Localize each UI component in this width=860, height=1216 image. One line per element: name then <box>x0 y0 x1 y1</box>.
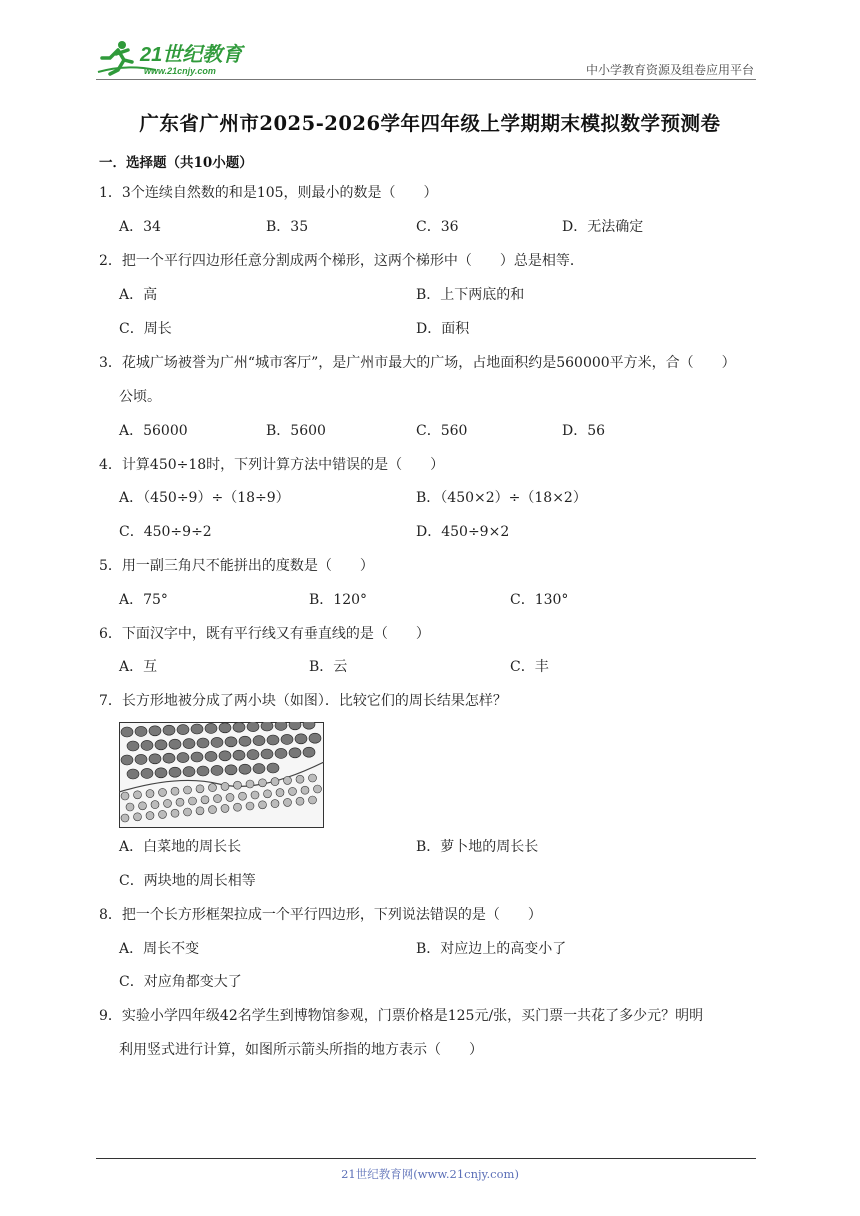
question-stem-continued: 公顷。 <box>119 389 161 405</box>
radish-plant <box>209 806 217 814</box>
question-stem: 1．3个连续自然数的和是105，则最小的数是（ ） <box>99 185 438 201</box>
radish-plant <box>309 796 317 804</box>
page-title: 广东省广州市2025-2026学年四年级上学期期末模拟数学预测卷 <box>139 112 721 135</box>
cabbage-plant <box>135 754 147 764</box>
radish-plant <box>176 798 184 806</box>
option-c: C．丰 <box>510 659 549 675</box>
radish-plant <box>246 780 254 788</box>
radish-plant <box>121 792 129 800</box>
option-c: C．两块地的周长相等 <box>119 873 256 889</box>
radish-plant <box>184 786 192 794</box>
option-b: B．萝卜地的周长长 <box>416 839 539 855</box>
cabbage-plant <box>205 751 217 761</box>
radish-plant <box>159 810 167 818</box>
option-a: A．75° <box>119 592 168 608</box>
cabbage-plant <box>253 736 265 746</box>
question-stem: 2．把一个平行四边形任意分割成两个梯形，这两个梯形中（ ）总是相等． <box>99 253 584 269</box>
option-c: C．450÷9÷2 <box>119 524 212 540</box>
radish-plant <box>314 785 322 793</box>
radish-plant <box>309 774 317 782</box>
cabbage-plant <box>309 733 321 743</box>
cabbage-plant <box>253 764 265 774</box>
cabbage-plant <box>197 766 209 776</box>
cabbage-plant <box>247 750 259 760</box>
radish-plant <box>134 791 142 799</box>
cabbage-plant <box>275 722 287 730</box>
header-divider <box>96 79 756 80</box>
option-b: B．35 <box>266 219 309 235</box>
cabbage-plant <box>197 738 209 748</box>
cabbage-plant <box>211 737 223 747</box>
cabbage-plant <box>149 754 161 764</box>
cabbage-plant <box>169 739 181 749</box>
cabbage-plant <box>219 723 231 733</box>
section-heading: 一．选择题（共10小题） <box>99 155 253 171</box>
radish-plant <box>296 797 304 805</box>
radish-plant <box>271 778 279 786</box>
cabbage-plant <box>127 741 139 751</box>
option-c: C．560 <box>416 423 468 439</box>
cabbage-plant <box>239 736 251 746</box>
radish-plant <box>209 784 217 792</box>
radish-plant <box>171 809 179 817</box>
radish-plant <box>126 803 134 811</box>
cabbage-plant <box>169 767 181 777</box>
option-a: A．34 <box>119 219 161 235</box>
cabbage-plant <box>205 723 217 733</box>
option-a: A．高 <box>119 287 158 303</box>
question-stem: 6．下面汉字中，既有平行线又有垂直线的是（ ） <box>99 626 430 642</box>
page-header <box>96 30 756 80</box>
option-c: C．130° <box>510 592 569 608</box>
radish-plant <box>271 800 279 808</box>
radish-plant <box>221 804 229 812</box>
radish-plant <box>214 795 222 803</box>
question-stem: 7．长方形地被分成了两小块（如图）．比较它们的周长结果怎样？ <box>99 693 507 709</box>
cabbage-plant <box>141 740 153 750</box>
cabbage-plant <box>121 727 133 737</box>
option-b: B．120° <box>309 592 368 608</box>
option-c: C．对应角都变大了 <box>119 974 242 990</box>
cabbage-plant <box>127 769 139 779</box>
option-c: C．36 <box>416 219 459 235</box>
option-b: B．对应边上的高变小了 <box>416 941 567 957</box>
question-stem: 8．把一个长方形框架拉成一个平行四边形，下列说法错误的是（ ） <box>99 907 542 923</box>
cabbage-plant <box>183 767 195 777</box>
option-a: A．互 <box>119 659 158 675</box>
cabbage-plant <box>225 765 237 775</box>
radish-plant <box>139 802 147 810</box>
radish-plant <box>234 803 242 811</box>
question-stem: 3．花城广场被誉为广州“城市客厅”，是广州市最大的广场，占地面积约是560000平方米，合（ ） <box>99 355 736 371</box>
radish-plant <box>196 807 204 815</box>
radish-plant <box>284 798 292 806</box>
option-b: B．云 <box>309 659 348 675</box>
cabbage-plant <box>191 752 203 762</box>
question-stem-continued: 利用竖式进行计算，如图所示箭头所指的地方表示（ ） <box>119 1042 483 1058</box>
radish-plant <box>189 797 197 805</box>
radish-plant <box>246 802 254 810</box>
footer-text: 21世纪教育网(www.21cnjy.com) <box>341 1167 519 1181</box>
option-d: D．无法确定 <box>562 219 644 235</box>
logo-url: www.21cnjy.com <box>144 66 216 76</box>
option-a: A．（450÷9）÷（18÷9） <box>119 490 290 506</box>
cabbage-plant <box>275 748 287 758</box>
question-stem: 4．计算450÷18时，下列计算方法中错误的是（ ） <box>99 457 445 473</box>
option-c: C．周长 <box>119 321 172 337</box>
cabbage-plant <box>261 749 273 759</box>
cabbage-plant <box>233 722 245 732</box>
cabbage-plant <box>121 755 133 765</box>
cabbage-plant <box>155 768 167 778</box>
vegetable-field-image <box>119 722 324 828</box>
cabbage-plant <box>261 722 273 731</box>
header-platform-text: 中小学教育资源及组卷应用平台 <box>585 63 754 77</box>
cabbage-plant <box>183 739 195 749</box>
radish-plant <box>151 801 159 809</box>
radish-plant <box>296 775 304 783</box>
radish-plant <box>201 796 209 804</box>
cabbage-plant <box>303 722 315 729</box>
radish-plant <box>196 785 204 793</box>
logo-text: 21世纪教育 <box>140 44 243 66</box>
cabbage-plant <box>233 750 245 760</box>
cabbage-plant <box>295 734 307 744</box>
cabbage-plant <box>219 751 231 761</box>
logo <box>96 36 266 78</box>
cabbage-plant <box>135 726 147 736</box>
radish-plant <box>221 782 229 790</box>
option-a: A．56000 <box>119 423 188 439</box>
radish-plant <box>184 808 192 816</box>
radish-plant <box>264 790 272 798</box>
cabbage-plant <box>239 764 251 774</box>
cabbage-plant <box>211 765 223 775</box>
radish-plant <box>284 776 292 784</box>
radish-plant <box>259 779 267 787</box>
radish-plant <box>134 813 142 821</box>
radish-plant <box>234 781 242 789</box>
cabbage-plant <box>163 725 175 735</box>
radish-plant <box>164 799 172 807</box>
question-stem: 9．实验小学四年级42名学生到博物馆参观，门票价格是125元/张，买门票一共花了多少元？明明 <box>99 1008 704 1024</box>
option-d: D．56 <box>562 423 606 439</box>
radish-plant <box>276 789 284 797</box>
radish-plant <box>226 793 234 801</box>
cabbage-plant <box>281 734 293 744</box>
cabbage-plant <box>267 763 279 773</box>
cabbage-plant <box>155 740 167 750</box>
radish-plant <box>301 786 309 794</box>
radish-plant <box>251 791 259 799</box>
radish-plant <box>259 801 267 809</box>
radish-plant <box>121 814 129 822</box>
radish-plant <box>146 812 154 820</box>
radish-plant <box>146 790 154 798</box>
cabbage-plant <box>141 768 153 778</box>
radish-plant <box>159 788 167 796</box>
cabbage-plant <box>289 748 301 758</box>
option-b: B．上下两底的和 <box>416 287 525 303</box>
cabbage-plant <box>177 753 189 763</box>
option-b: B．（450×2）÷（18×2） <box>416 490 587 506</box>
cabbage-plant <box>149 726 161 736</box>
cabbage-plant <box>191 724 203 734</box>
cabbage-plant <box>267 735 279 745</box>
option-a: A．白菜地的周长长 <box>119 839 242 855</box>
footer-divider <box>96 1158 756 1159</box>
option-b: B．5600 <box>266 423 326 439</box>
option-a: A．周长不变 <box>119 941 200 957</box>
option-d: D．450÷9×2 <box>416 524 510 540</box>
radish-plant <box>171 787 179 795</box>
option-d: D．面积 <box>416 321 470 337</box>
cabbage-plant <box>289 722 301 730</box>
cabbage-plant <box>163 753 175 763</box>
cabbage-plant <box>177 725 189 735</box>
radish-plant <box>289 787 297 795</box>
cabbage-plant <box>303 747 315 757</box>
radish-plant <box>239 792 247 800</box>
question-stem: 5．用一副三角尺不能拼出的度数是（ ） <box>99 558 374 574</box>
cabbage-plant <box>225 737 237 747</box>
cabbage-plant <box>247 722 259 732</box>
